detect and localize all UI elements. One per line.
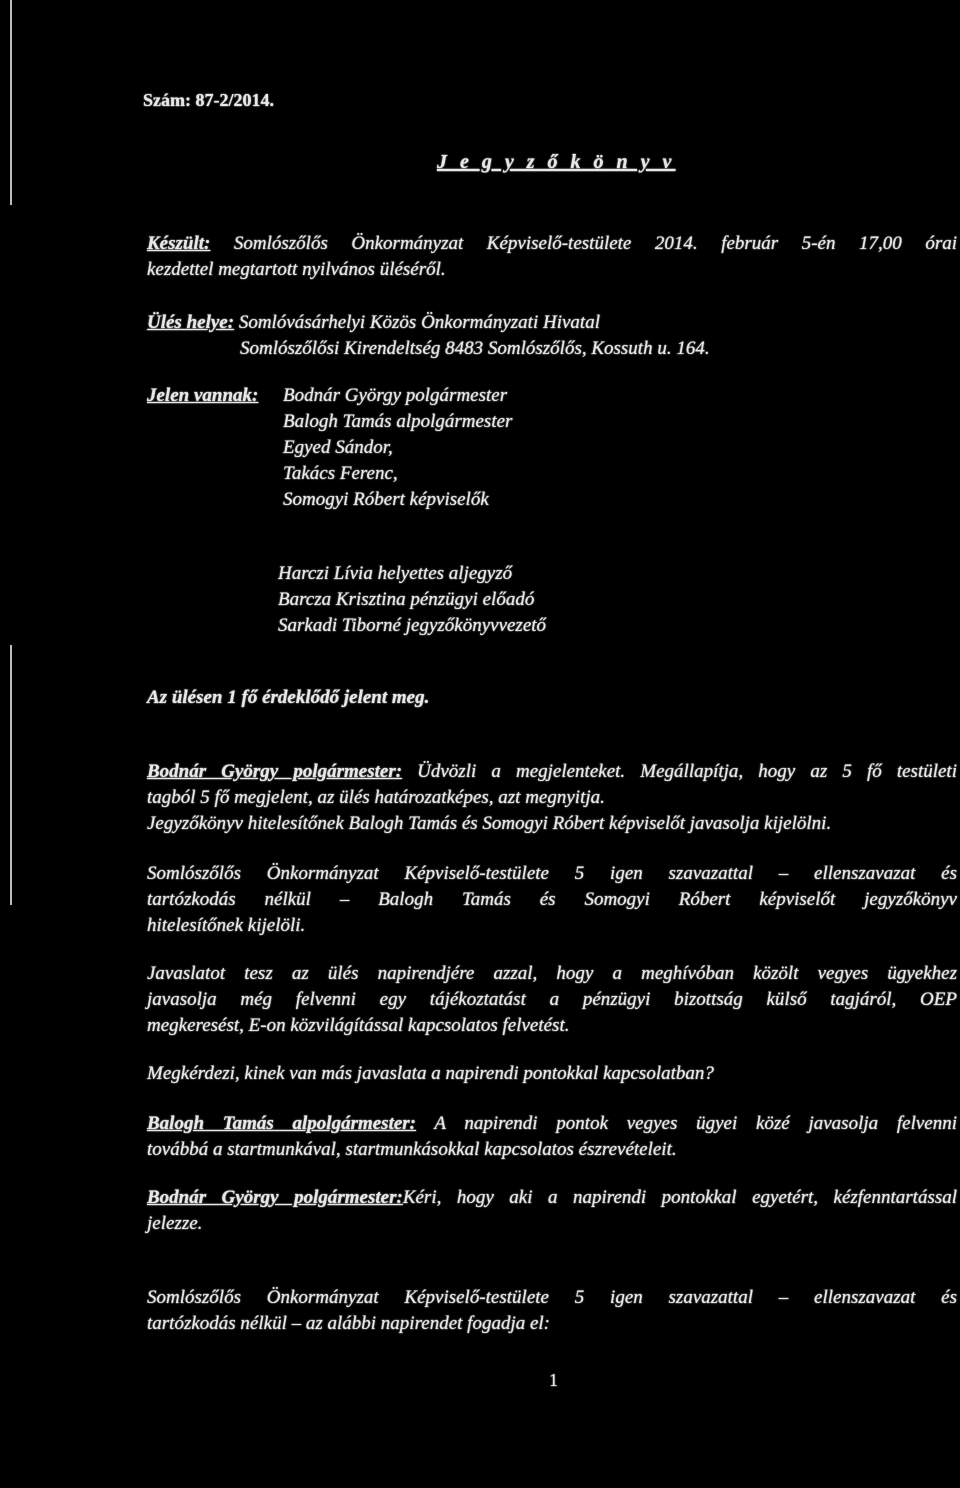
present-label: Jelen vannak: xyxy=(147,385,259,406)
staff-member-1: Harczi Lívia helyettes aljegyző xyxy=(278,563,513,584)
made-line-1 xyxy=(147,232,957,256)
paragraph-4-line-1: Megkérdezi, kinek van más javaslata a napirendi pontokkal kapcsolatban? xyxy=(147,1063,714,1084)
paragraph-3-line-2: javasolja még felvenni egy tájékoztatást a pénzügyi bizottság külső tagjáról, OEP xyxy=(147,989,957,1010)
document-title: J e g y z ő k ö n y v xyxy=(437,151,676,173)
paragraph-7-line-2: tartózkodás nélkül – az alábbi napirendet fogadja el: xyxy=(147,1313,551,1334)
present-member-4: Takács Ferenc, xyxy=(283,463,398,484)
mayor-label-2: Bodnár György polgármester: xyxy=(147,1187,403,1208)
made-text-1: Somlószőlős Önkormányzat Képviselő-testülete 2014. február 5-én 17,00 órai xyxy=(210,233,957,254)
paragraph-6-line-2: jelezze. xyxy=(147,1213,203,1234)
place-line-2: Somlószőlősi Kirendeltség 8483 Somlószőlős, Kossuth u. 164. xyxy=(240,338,710,359)
left-margin-line xyxy=(10,0,12,205)
place-text-1: Somlóvásárhelyi Közös Önkormányzati Hivatal xyxy=(234,312,600,333)
staff-member-3: Sarkadi Tiborné jegyzőkönyvvezető xyxy=(278,615,547,636)
place-line-1 xyxy=(147,311,600,335)
deputy-mayor-label: Balogh Tamás alpolgármester: xyxy=(147,1113,417,1134)
paragraph-2-line-2: tartózkodás nélkül – Balogh Tamás és Somogyi Róbert képviselőt jegyzőkönyv xyxy=(147,889,957,910)
paragraph-1-line-1 xyxy=(147,760,957,784)
paragraph-5-text-1: A napirendi pontok vegyes ügyei közé javasolja felvenni xyxy=(416,1113,957,1134)
attendance-note: Az ülésen 1 fő érdeklődő jelent meg. xyxy=(147,687,430,708)
paragraph-2-line-1: Somlószőlős Önkormányzat Képviselő-testülete 5 igen szavazattal – ellenszavazat és xyxy=(147,863,957,884)
paragraph-5-line-1 xyxy=(147,1112,957,1136)
mayor-label-1: Bodnár György polgármester: xyxy=(147,761,403,782)
paragraph-6-text-1: Kéri, hogy aki a napirendi pontokkal egyetért, kézfenntartással xyxy=(402,1187,958,1208)
present-member-1: Bodnár György polgármester xyxy=(283,385,508,406)
staff-member-2: Barcza Krisztina pénzügyi előadó xyxy=(278,589,535,610)
paragraph-2-line-3: hitelesítőnek kijelöli. xyxy=(147,915,306,936)
paragraph-3-line-1: Javaslatot tesz az ülés napirendjére azzal, hogy a meghívóban közölt vegyes ügyekhez xyxy=(147,963,957,984)
present-member-2: Balogh Tamás alpolgármester xyxy=(283,411,513,432)
paragraph-1-line-3: Jegyzőkönyv hitelesítőnek Balogh Tamás és Somogyi Róbert képviselőt javasolja kijelölni. xyxy=(147,813,832,834)
paragraph-7-line-1: Somlószőlős Önkormányzat Képviselő-testülete 5 igen szavazattal – ellenszavazat és xyxy=(147,1287,957,1308)
present-member-5: Somogyi Róbert képviselők xyxy=(283,489,489,510)
place-label: Ülés helye: xyxy=(147,312,235,333)
paragraph-1-line-2: tagból 5 fő megjelent, az ülés határozatképes, azt megnyitja. xyxy=(147,787,605,808)
made-line-2: kezdettel megtartott nyilvános üléséről. xyxy=(147,259,446,280)
present-member-3: Egyed Sándor, xyxy=(283,437,393,458)
made-label: Készült: xyxy=(147,233,211,254)
paragraph-6-line-1 xyxy=(147,1186,957,1210)
paragraph-5-line-2: továbbá a startmunkával, startmunkásokkal kapcsolatos észrevételeit. xyxy=(147,1139,677,1160)
left-margin-line-lower xyxy=(10,645,12,905)
page-number: 1 xyxy=(549,1370,558,1390)
paragraph-3-line-3: megkeresést, E-on közvilágítással kapcsolatos felvetést. xyxy=(147,1015,570,1036)
document-number: Szám: 87-2/2014. xyxy=(143,90,274,110)
paragraph-1-text-1: Üdvözli a megjelenteket. Megállapítja, hogy az 5 fő testületi xyxy=(402,761,957,782)
